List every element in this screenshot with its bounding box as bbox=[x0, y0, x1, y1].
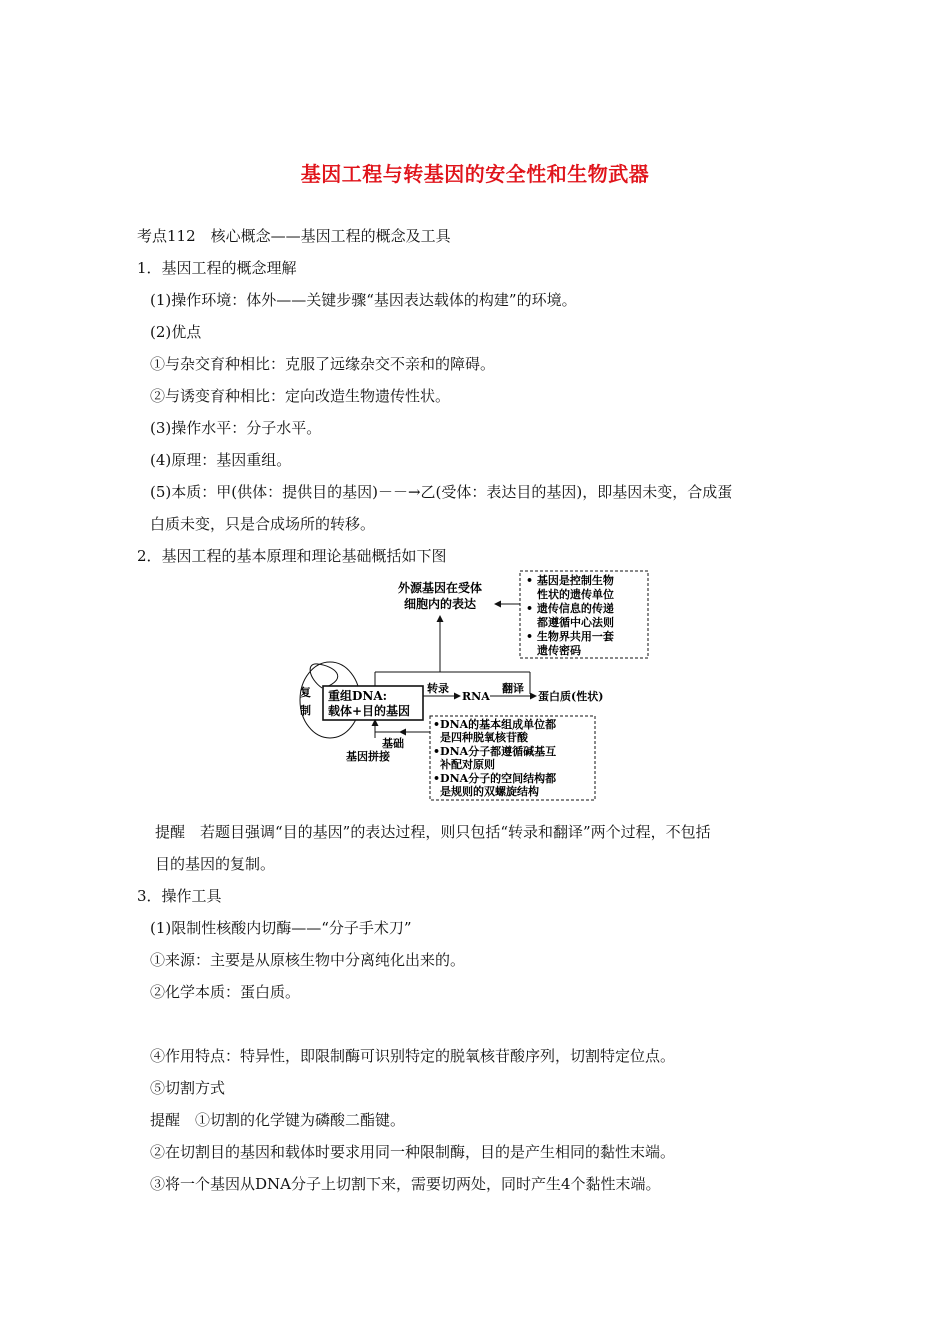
expression-label-1: 外源基因在受体 bbox=[397, 581, 483, 595]
splicing-label: 基因拼接 bbox=[346, 750, 390, 763]
rna-label: RNA bbox=[462, 690, 490, 703]
s1-item-1: (1)操作环境：体外——关键步骤“基因表达载体的构建”的环境。 bbox=[150, 291, 577, 309]
tixing-1-line-1: 提醒 若题目强调“目的基因”的表达过程，则只包括“转录和翻译”两个过程，不包括 bbox=[155, 823, 711, 841]
s3-item-4: ④作用特点：特异性，即限制酶可识别特定的脱氧核苷酸序列，切割特定位点。 bbox=[150, 1047, 676, 1065]
basis-label: 基础 bbox=[382, 737, 404, 750]
dna-line-6: 是规则的双螺旋结构 bbox=[440, 785, 539, 798]
s1-item-4: ②与诱变育种相比：定向改造生物遗传性状。 bbox=[150, 387, 451, 405]
s3-item-2: ①来源：主要是从原核生物中分离纯化出来的。 bbox=[150, 951, 466, 969]
s3-item-8: ③将一个基因从DNA分子上切割下来，需要切两处，同时产生4个黏性末端。 bbox=[150, 1175, 661, 1193]
theory-line-6: 遗传密码 bbox=[526, 644, 581, 657]
replicate-label-2: 制 bbox=[300, 704, 311, 717]
dna-line-3: •DNA分子都遵循碱基互 bbox=[433, 745, 557, 758]
s3-item-6: 提醒 ①切割的化学键为磷酸二酯键。 bbox=[150, 1111, 406, 1129]
s3-item-5: ⑤切割方式 bbox=[150, 1079, 226, 1097]
page-title: 基因工程与转基因的安全性和生物武器 bbox=[300, 162, 650, 186]
kaodian-heading: 考点112 核心概念——基因工程的概念及工具 bbox=[137, 227, 451, 245]
theory-line-1: • 基因是控制生物 bbox=[526, 574, 614, 587]
recombinant-line-1: 重组DNA: bbox=[328, 689, 388, 703]
s1-item-7-cont: 白质未变，只是合成场所的转移。 bbox=[150, 515, 376, 533]
section-2-heading: 2．基因工程的基本原理和理论基础概括如下图 bbox=[137, 547, 447, 565]
section-3-heading: 3．操作工具 bbox=[137, 887, 222, 905]
dna-line-5: •DNA分子的空间结构都 bbox=[433, 772, 557, 785]
theory-line-2: 性状的遗传单位 bbox=[526, 588, 614, 601]
replicate-label-1: 复 bbox=[300, 686, 311, 699]
s1-item-6: (4)原理：基因重组。 bbox=[150, 451, 292, 469]
theory-line-3: • 遗传信息的传递 bbox=[526, 602, 614, 615]
s1-item-7: (5)本质：甲(供体：提供目的基因)－－→乙(受体：表达目的基因)，即基因未变，合成蛋 bbox=[150, 483, 733, 501]
s1-item-5: (3)操作水平：分子水平。 bbox=[150, 419, 322, 437]
s1-item-3: ①与杂交育种相比：克服了远缘杂交不亲和的障碍。 bbox=[150, 355, 496, 373]
s3-item-3: ②化学本质：蛋白质。 bbox=[150, 983, 301, 1001]
translation-label: 翻译 bbox=[502, 682, 524, 695]
tixing-1-line-2: 目的基因的复制。 bbox=[155, 855, 276, 873]
s3-item-7: ②在切割目的基因和载体时要求用同一种限制酶，目的是产生相同的黏性末端。 bbox=[150, 1143, 676, 1161]
dna-line-2: 是四种脱氧核苷酸 bbox=[440, 731, 528, 744]
gene-engineering-diagram bbox=[290, 566, 660, 804]
dna-line-4: 补配对原则 bbox=[440, 758, 495, 771]
dna-line-1: •DNA的基本组成单位都 bbox=[433, 718, 557, 731]
s1-item-2: (2)优点 bbox=[150, 323, 202, 341]
recombinant-line-2: 载体+目的基因 bbox=[328, 704, 411, 718]
section-1-heading: 1．基因工程的概念理解 bbox=[137, 259, 297, 277]
s3-item-1: (1)限制性核酸内切酶——“分子手术刀” bbox=[150, 919, 412, 937]
expression-label-2: 细胞内的表达 bbox=[403, 597, 477, 611]
transcription-label: 转录 bbox=[427, 682, 449, 695]
protein-label: 蛋白质(性状) bbox=[538, 690, 604, 703]
theory-line-4: 都遵循中心法则 bbox=[526, 616, 614, 629]
theory-line-5: • 生物界共用一套 bbox=[526, 630, 614, 643]
